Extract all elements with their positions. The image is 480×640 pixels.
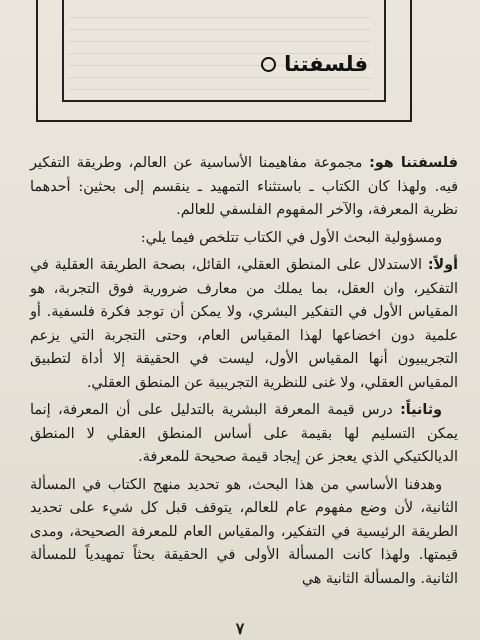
paragraph-1-label: فلسفتنا هو: [369, 155, 458, 171]
paragraph-5-text: وهدفنا الأساسي من هذا البحث، هو تحديد منهج الكتاب في المسألة الثانية، لأن وضع مفهوم عام للعالم، يتوقف قبل كل شيء على تحديد الطريقة الرئيسية في التفكير، والمقياس العام للمعرفة الصحيحة، ومدى قيمتها. ولهذا كانت المسألة الأولى في الحقيقة بحثاً تمهيدياً للمسألة الثانية. والمسألة الثانية هي [30, 476, 458, 587]
circle-bullet-icon [261, 57, 276, 72]
bleed-through-texture [70, 6, 370, 96]
paragraph-1-text: مجموعة مفاهيمنا الأساسية عن العالم، وطريقة التفكير فيه. ولهذا كان الكتاب ـ باستثناء التمهيد ـ ينقسم إلى بحثين: أحدهما نظرية المعرفة، والآخر المفهوم الفلسفي للعالم. [30, 155, 458, 218]
paragraph-3 [30, 254, 458, 395]
paragraph-4-label: وثانياً: [400, 402, 442, 418]
chapter-title: فلسفتنا [284, 52, 368, 76]
paragraph-2 [30, 227, 458, 251]
paragraph-2-text: ومسؤولية البحث الأول في الكتاب تتلخص فيما يلي: [140, 229, 442, 246]
paragraph-3-label: أولاً: [427, 257, 458, 273]
body-text [30, 152, 458, 595]
paragraph-3-text: الاستدلال على المنطق العقلي، القائل، بصحة الطريقة العقلية في التفكير، وان العقل، بما يملك من معارف ضرورية فوق التجربة، هو المقياس الأول في التفكير البشري، ولا يمكن أن توجد فكرة فلسفية. أو علمية دون اخضاعها لهذا المقياس العام، وحتى التجربة التي يزعم التجريبيون أنها المقياس الأول، ليست في الحقيقة إلا أداة لتطبيق المقياس العقلي، ولا غنى للنظرية التجريبية عن المنطق العقلي. [30, 257, 458, 391]
paragraph-1 [30, 152, 458, 223]
paragraph-5 [30, 474, 458, 592]
page-number: ٧ [235, 619, 245, 638]
paragraph-4 [30, 399, 458, 470]
chapter-heading [261, 52, 368, 76]
paragraph-4-text: درس قيمة المعرفة البشرية بالتدليل على أن المعرفة، إنما يمكن التسليم لها بقيمة على أساس المنطق العقلي لا المنطق الديالكتيكي الذي يعجز عن إيجاد قيمة صحيحة للمعرفة. [30, 402, 458, 465]
